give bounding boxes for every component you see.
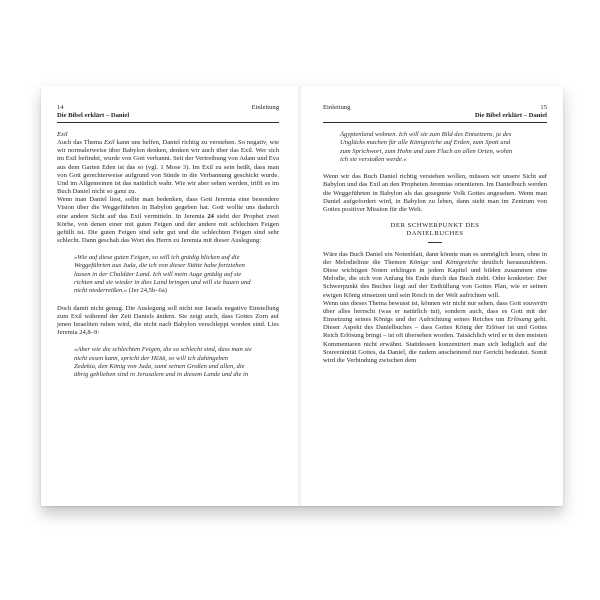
text-run: Wenn uns dieses Thema bewusst ist, können wir nicht nur sehen, dass Gott (323, 299, 523, 307)
right-page (302, 86, 563, 506)
page-body (323, 251, 547, 365)
paragraph: Wenn wir das Buch Daniel richtig verstehen wollen, müssen wir unsere Sicht auf Babylon und das Exil an den Propheten Jeremias orientieren. Im Danielbuch werden die Weggeführten in Babylon als das gesegnete Volk Gottes angesehen. Wenn man Daniel aufgefordert wird, in Babylon zu leben, dann steht man im Zentrum von Gottes positiver Mission für die Welt. (323, 173, 547, 213)
text-run: kann uns helfen, Daniel richtig zu verstehen. So negativ, wie wir normalerweise über Babylon denken, denken wir auch über das Exil. Wer sich im Exil befindet, wurde von Gott verbannt. Seit der Vertreibung von Adam und Eva aus dem Garten Eden ist das so (vgl. 1 Mose 3). Im Exil zu sein heißt, dass man von Gott gerechterweise aufgrund von Sünde in die Verbannung geschickt wurde. Und im Allgemeinen ist das natürlich wahr. Wie wir aber sehen werden, trifft es im Buch Daniel nicht so ganz zu. (57, 139, 279, 196)
page-number: 14 (57, 104, 64, 111)
paragraph (323, 251, 547, 300)
page-body (323, 173, 547, 214)
quote-reference: (Jer 24,5b–6a) (127, 287, 167, 295)
page-body (57, 131, 279, 245)
book-title: Die Bibel erklärt – Daniel (57, 112, 130, 119)
quote-text: »Wie auf diese guten Feigen, so will ich gnädig blicken auf die Weggeführten aus Juda, die ich von dieser Stätte habe fortziehen lassen in der Chaldäer Land. Ich will mein Auge gnädig auf sie richten und sie wieder in dies Land bringen und will sie bauen und nicht niederreißen.« (74, 254, 251, 295)
page-body (57, 305, 279, 338)
running-header (323, 104, 547, 120)
emphasis: souverän (522, 299, 547, 307)
text-run: geht. Dieser Aspekt des Danielbuches – dass Gottes König der Erlöser ist und Gottes Reich Erlösung bringt – ist oft übersehen worden. Tatsächlich wird er in den meisten Kommentaren nicht erwähnt. Stattdessen konzentriert man sich lediglich auf die Souveränität Gottes, da Daniel, die zudem anscheinend nur Gericht bedeutet. Somit wird die Verbindung zwischen dem (323, 316, 547, 364)
section-heading (323, 222, 547, 239)
emphasis: Königreiche (445, 258, 479, 266)
book-title: Die Bibel erklärt – Daniel (474, 112, 547, 119)
text-run: über alles herrscht (was er natürlich tut), sondern auch, dass es Gott mit der Einsetzung seines Königs und der Aufrichtung seines Reiches um (323, 307, 547, 324)
quote-text: Ägyptenland wohnen. Ich will sie zum Bild des Entsetzens, ja des Unglücks machen für alle Königreiche auf Erden, zum Spott und zum Sprichwort, zum Hohn und zum Fluch an allen Orten, wohin ich sie verstoßen werde.« (340, 131, 513, 163)
block-quote (74, 346, 252, 379)
heading-line: DER SCHWERPUNKT DES (390, 221, 480, 229)
text-run: und (428, 258, 446, 266)
paragraph (323, 300, 547, 365)
divine-name: Herr (151, 354, 166, 362)
running-header (57, 104, 279, 120)
emphasis: Exil (104, 139, 115, 147)
emphasis: Erlösung (507, 316, 532, 324)
emphasis: Könige (409, 258, 429, 266)
left-page (41, 86, 300, 506)
chapter-ref: 24 (207, 212, 214, 220)
book-spread (41, 86, 563, 506)
paragraph (57, 139, 279, 196)
quote-text: »Aber wie die schlechten Feigen, die so schlecht sind, dass man sie nicht essen kann, spricht der (74, 346, 252, 362)
quote-text: , so will ich dahingeben Zedekia, den König von Juda, samt seinen Großen und allen, die übrig geblieben sind in Jerusalem und in diesem Lande und die in (74, 354, 249, 379)
heading-rule (428, 242, 442, 243)
header-rule (57, 122, 279, 123)
page-number: 15 (540, 104, 547, 111)
paragraph: Doch damit nicht genug. Die Auslegung soll nicht nur Israels negative Einstellung zum Exil während der Zeit Daniels ändern. Sie zeigt auch, dass Gottes Zorn auf jenen Israeliten ruhen wird, die nicht nach Babylon verschleppt worden sind. Lies Jeremia 24,8–9: (57, 304, 279, 337)
section-title: Einleitung (251, 104, 279, 111)
header-rule (323, 122, 547, 123)
heading-line: DANIELBUCHES (406, 230, 464, 238)
text-run: deutlich herauszuhören. Diese wichtigen Noten erklingen in jedem Kapitel und bilden zusammen eine Melodie, die sich von Anfang bis Ende durch das Buch zieht. Oder konkreter: Der Schwerpunkt des Buches liegt auf der Enthüllung von Gottes Plan, wie er seinen ewigen König einsetzen und sein Reich in der Welt aufrichten will. (323, 258, 547, 299)
text-run: Auch das Thema (57, 139, 105, 147)
text-run: Wäre das Buch Daniel ein Notenblatt, dann könnte man es unmöglich lesen, ohne in der Melodielinie die Themen (323, 250, 547, 266)
text-run: Wenn man Daniel liest, sollte man bedenken, dass Gott Jeremia eine besondere Vision über die Weggeführten in Babylon gegeben hat. Gott wollte uns dadurch eine andere Sicht auf das Exil vermitteln. In Jeremia (57, 196, 279, 220)
paragraph (57, 196, 279, 245)
subheading: Exil (57, 131, 68, 138)
block-quote (74, 254, 252, 295)
section-title: Einleitung (323, 104, 351, 111)
block-quote (340, 131, 518, 164)
text-run: sieht der Prophet zwei Körbe, von denen einer mit guten Feigen und der andere mit schlechten Feigen gefüllt ist. Die guten Feigen sind sehr gut und die schlechten Feigen sind sehr schlecht. Dann geschah das Wort des Herrn zu Jeremia mit dieser Auslegung: (57, 212, 279, 245)
